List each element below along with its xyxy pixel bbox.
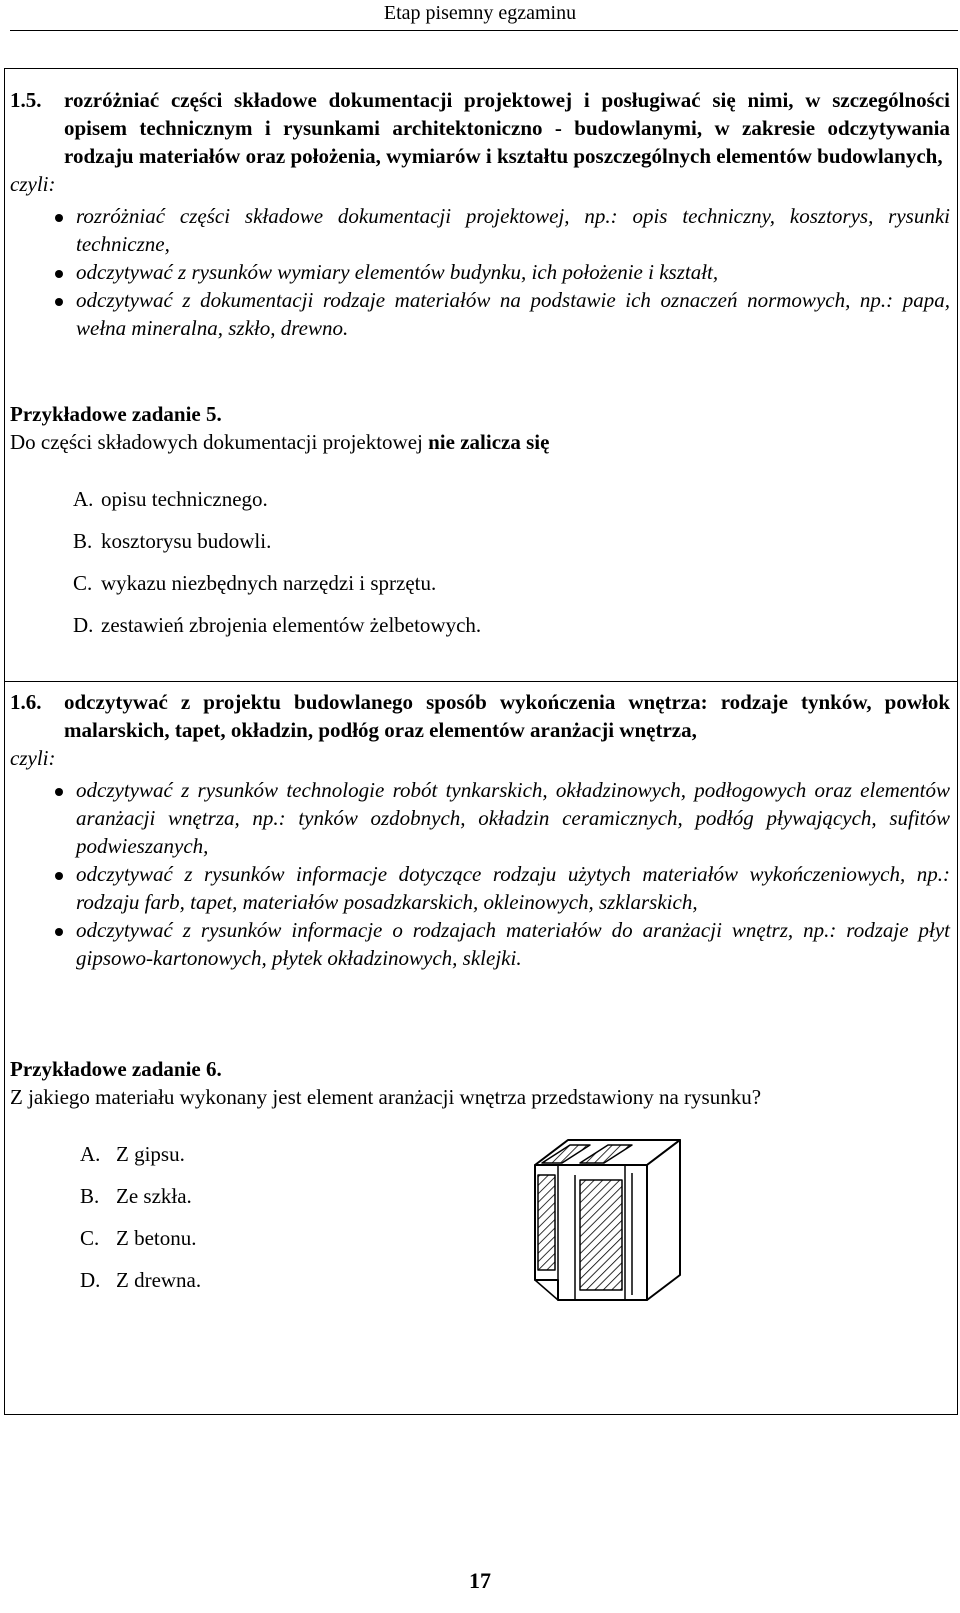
running-header: Etap pisemny egzaminu bbox=[383, 2, 577, 24]
list-item bbox=[10, 776, 950, 860]
bullet-icon bbox=[55, 928, 63, 936]
option-text: zestawień zbrojenia elementów żelbetowych. bbox=[101, 613, 482, 637]
question-text: Do części składowych dokumentacji projektowej bbox=[10, 430, 429, 454]
bullet-list bbox=[10, 776, 950, 972]
option-text: Z drewna. bbox=[116, 1268, 202, 1292]
list-item-text: odczytywać z rysunków wymiary elementów budynku, ich położenie i kształt, bbox=[76, 260, 719, 284]
header-rule bbox=[10, 30, 958, 31]
option-text: kosztorysu budowli. bbox=[101, 529, 272, 553]
list-item bbox=[10, 916, 950, 972]
list-item-text: odczytywać z rysunków technologie robót tynkarskich, okładzinowych, podłogowych oraz elementów aranżacji wnętrza, np.: tynków ozdobnych, okładzin ceramicznych, podłóg pływających, sufitów podwieszanych, bbox=[76, 778, 950, 858]
bullet-icon bbox=[55, 270, 63, 278]
option-letter: C. bbox=[73, 571, 93, 595]
czyli-label: czyli: bbox=[10, 746, 56, 770]
option-text: wykazu niezbędnych narzędzi i sprzętu. bbox=[101, 571, 437, 595]
page-number: 17 bbox=[469, 1568, 491, 1593]
answer-option[interactable] bbox=[80, 1259, 340, 1301]
objective-1-6 bbox=[10, 688, 950, 744]
list-item bbox=[10, 202, 950, 258]
answer-option[interactable] bbox=[73, 562, 673, 604]
option-text: opisu technicznego. bbox=[101, 487, 268, 511]
bullet-icon bbox=[55, 788, 63, 796]
task-6 bbox=[10, 1055, 950, 1111]
option-letter: C. bbox=[80, 1226, 100, 1250]
glass-block-wall-drawing bbox=[520, 1135, 690, 1310]
answer-option[interactable] bbox=[80, 1175, 340, 1217]
list-item bbox=[10, 286, 950, 342]
list-item-text: odczytywać z rysunków informacje dotyczące rodzaju użytych materiałów wykończeniowych, np.: rodzaju farb, tapet, materiałów posadzkarskich, okleinowych, szklarskich, bbox=[76, 862, 950, 914]
task-5 bbox=[10, 400, 950, 456]
glass-section bbox=[538, 1175, 555, 1270]
section-1-5 bbox=[10, 86, 950, 342]
option-text: Z betonu. bbox=[116, 1226, 197, 1250]
edge-line bbox=[535, 1280, 558, 1300]
glass-section bbox=[580, 1180, 622, 1290]
option-text: Z gipsu. bbox=[116, 1142, 185, 1166]
objective-1-5 bbox=[10, 86, 950, 170]
question-emphasis: nie zalicza się bbox=[428, 430, 550, 454]
answer-option[interactable] bbox=[80, 1217, 340, 1259]
section-1-6 bbox=[10, 688, 950, 972]
question bbox=[10, 428, 950, 456]
list-item-text: rozróżniać części składowe dokumentacji projektowej, np.: opis techniczny, kosztorys, rysunki techniczne, bbox=[76, 204, 950, 256]
section-divider bbox=[4, 681, 958, 682]
bullet-list bbox=[10, 202, 950, 342]
list-item bbox=[10, 860, 950, 916]
list-item-text: odczytywać z rysunków informacje o rodzajach materiałów do aranżacji wnętrz, np.: rodzaje płyt gipsowo-kartonowych, płytek okładzinowych, sklejki. bbox=[76, 918, 950, 970]
option-letter: B. bbox=[73, 529, 93, 553]
right-face bbox=[647, 1140, 680, 1300]
option-letter: D. bbox=[80, 1268, 101, 1292]
list-item-text: odczytywać z dokumentacji rodzaje materiałów na podstawie ich oznaczeń normowych, np.: papa, wełna mineralna, szkło, drewno. bbox=[76, 288, 950, 340]
objective-number: 1.6. bbox=[10, 690, 42, 714]
option-letter: A. bbox=[73, 487, 94, 511]
option-text: Ze szkła. bbox=[116, 1184, 192, 1208]
bullet-icon bbox=[55, 298, 63, 306]
answer-options-5 bbox=[73, 478, 673, 646]
option-letter: B. bbox=[80, 1184, 100, 1208]
task-title: Przykładowe zadanie 6. bbox=[10, 1057, 222, 1081]
czyli-label: czyli: bbox=[10, 172, 56, 196]
answer-option[interactable] bbox=[80, 1133, 340, 1175]
answer-options-6 bbox=[80, 1133, 340, 1301]
question-text: Z jakiego materiału wykonany jest element aranżacji wnętrza przedstawiony na rysunku? bbox=[10, 1085, 762, 1109]
objective-text: rozróżniać części składowe dokumentacji projektowej i posługiwać się nimi, w szczególności opisem technicznym i rysunkami architektoniczno - budowlanymi, w zakresie odczytywania rodzaju materiałów oraz położenia, wymiarów i kształtu poszczególnych elementów budowlanych, bbox=[64, 88, 950, 168]
answer-option[interactable] bbox=[73, 604, 673, 646]
option-letter: A. bbox=[80, 1142, 101, 1166]
list-item bbox=[10, 258, 950, 286]
objective-number: 1.5. bbox=[10, 88, 42, 112]
answer-option[interactable] bbox=[73, 520, 673, 562]
task-title: Przykładowe zadanie 5. bbox=[10, 402, 222, 426]
bullet-icon bbox=[55, 214, 63, 222]
bullet-icon bbox=[55, 872, 63, 880]
option-letter: D. bbox=[73, 613, 94, 637]
objective-text: odczytywać z projektu budowlanego sposób wykończenia wnętrza: rodzaje tynków, powłok malarskich, tapet, okładzin, podłóg oraz elementów aranżacji wnętrza, bbox=[64, 690, 950, 742]
answer-option[interactable] bbox=[73, 478, 673, 520]
